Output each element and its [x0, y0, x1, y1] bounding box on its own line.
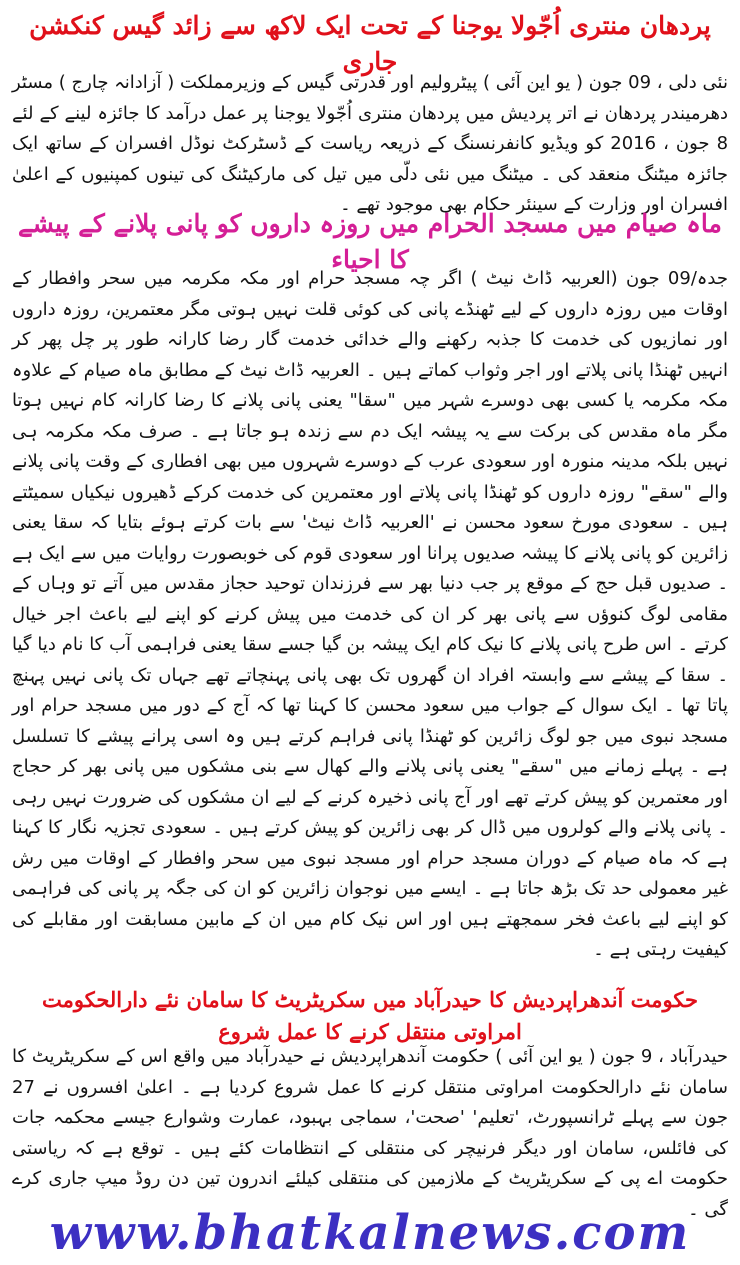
article-masjid-al-haram-water [12, 192, 728, 970]
article-body: نئی دلی ، 09 جون ( یو این آئی ) پیٹرولیم اور قدرتی گیس کے وزیرمملکت ( آزادانہ چارج ) مسٹر دھرمیندر پردھان نے اتر پردیش میں پردھان منتری اُجّولا یوجنا پر عمل درآمد کا جائزہ لینے کے لئے 8 جون ، 2016 کو ویڈیو کانفرنسنگ کے ذریعہ ریاست کے ڈسٹرکٹ نوڈل افسران کے ساتھ ایک جائزہ میٹنگ منعقد کی ۔ میٹنگ میں نئی دلّی میں تیل کی مارکیٹنگ کی تینوں کمپنیوں کے اعلیٰ افسران اور وزارت کے سینئر حکام بھی موجود تھے ۔ [12, 72, 729, 215]
article-body: جدہ/09 جون (العربیہ ڈاٹ نیٹ ) اگر چہ مسجد حرام اور مکہ مکرمہ میں سحر وافطار کے اوقات میں روزہ داروں کے لیے ٹھنڈے پانی کی کوئی قلت نہیں ہوتی مگر معتمرین، روزہ داروں اور نمازیوں کی خدمت کا جذبہ رکھنے والے خدائی خدمت گار رضا کارانہ طور پر چل پھر کر انہیں ٹھنڈا پانی پلاتے اور اجر وثواب کماتے ہیں ۔ العربیہ ڈاٹ نیٹ کے مطابق ماہ صیام کے علاوہ مکہ مکرمہ یا کسی بھی دوسرے شہر میں "سقا" یعنی پانی پلانے کا رضا کارانہ کام نہیں ہوتا مگر ماہ مقدس کی برکت سے یہ پیشہ ایک دم سے زندہ ہو جاتا ہے ۔ صرف مکہ مکرمہ ہی نہیں بلکہ مدینہ منورہ اور سعودی عرب کے دوسرے شہروں میں بھی افطاری کے وقت پانی پلانے والے "سقے" روزہ داروں کو ٹھنڈا پانی پلاتے اور معتمرین کی خدمت کرکے ڈھیروں نیکیاں سمیٹتے ہیں ۔ سعودی مورخ سعود محسن نے 'العربیہ ڈاٹ نیٹ' سے بات کرتے ہوئے بتایا کہ سقا یعنی زائرین کو پانی پلانے کا پیشہ صدیوں پرانا اور سعودی قوم کی خوبصورت روایات میں سے ایک ہے ۔ صدیوں قبل حج کے موقع پر جب دنیا بھر سے فرزندان توحید حجاز مقدس میں آتے تو وہاں کے مقامی لوگ کنوؤں سے پانی بھر کر ان کی خدمت میں پیش کرنے کو اپنے لیے باعث اجر خیال کرتے ۔ اس طرح پانی پلانے کا نیک کام ایک پیشہ بن گیا جسے سقا یعنی فراہمی آب کا نام دیا گیا ۔ سقا کے پیشے سے وابستہ افراد ان گھروں تک بھی پانی پہنچاتے تھے جہاں تک پانی نہیں پہنچ پاتا تھا ۔ ایک سوال کے جواب میں سعود محسن کا کہنا تھا کہ آج کے دور میں مسجد حرام اور مسجد نبوی میں جو لوگ زائرین کو ٹھنڈا پانی فراہم کرتے ہیں وہ اسی پرانے پیشے کا تسلسل ہے ۔ پہلے زمانے میں "سقے" یعنی پانی پلانے والے کھال سے بنی مشکوں میں پانی بھر کر حجاج اور معتمرین کو پیش کرتے تھے اور آج پانی ذخیرہ کرنے کے لیے ان مشکوں کی ضرورت نہیں رہی ۔ پانی پلانے والے کولروں میں ڈال کر بھی زائرین کو پیش کرتے ہیں ۔ سعودی تجزیہ نگار کا کہنا ہے کہ ماہ صیام کے دوران مسجد حرام اور مسجد نبوی میں سحر وافطار کے اوقات میں رش غیر معمولی حد تک بڑھ جاتا ہے ۔ ایسے میں نوجوان زائرین کو ان کی جگہ پر پانی کی فراہمی کو اپنے لیے باعث فخر سمجھتے ہیں اور اس نیک کام میں ان کے مابین مسابقت اور مقابلے کی کیفیت رہتی ہے ۔ [12, 268, 728, 960]
article-ujjwala-yojana [12, 0, 729, 215]
article-body: حیدرآباد ، 9 جون ( یو این آئی ) حکومت آندھراپردیش نے حیدرآباد میں واقع اس کے سکریٹریٹ کا سامان نئے دارالحکومت امراوتی منتقل کرنے کا عمل شروع کردیا ہے ۔ اعلیٰ افسروں نے 27 جون سے پہلے ٹرانسپورٹ، 'تعلیم' 'صحت'، سماجی بہبود، عمارت وشوارع جیسے محکمہ جات کی فائلس، سامان اور دیگر فرنیچر کی منتقلی کے انتظامات کئے ہیں ۔ توقع ہے کہ ریاستی حکومت اے پی کے سکریٹریٹ کے ملازمین کی منتقلی کیلئے اندرون تین دن روڈ میپ جاری کرے گی ۔ [12, 1046, 729, 1220]
article-andhra-secretariat-shift [12, 970, 729, 1220]
website-url[interactable]: www.bhatkalnews.com [49, 1205, 691, 1261]
article-headline: ماہ صیام میں مسجد الحرام میں روزہ داروں کو پانی پلانے کے پیشے کا احیاء [18, 209, 722, 274]
article-headline: پردھان منتری اُجّولا یوجنا کے تحت ایک لاکھ سے زائد گیس کنکشن جاری [29, 11, 711, 76]
article-headline: حکومت آندھراپردیش کا حیدرآباد میں سکریٹریٹ کا سامان نئے دارالحکومت امراوتی منتقل کرنے کا عمل شروع [42, 987, 698, 1044]
